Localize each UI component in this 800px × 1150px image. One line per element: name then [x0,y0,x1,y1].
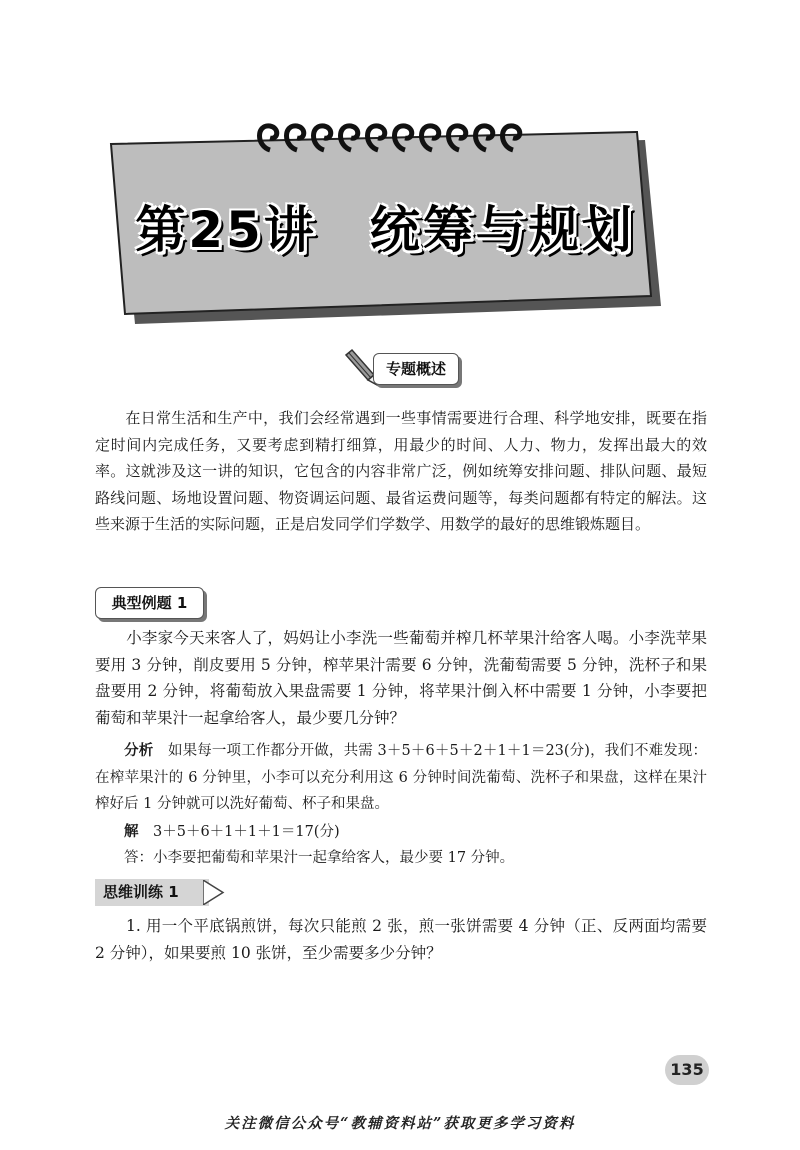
arrow-icon [203,880,225,905]
footer-note: 关注微信公众号“教辅资料站”获取更多学习资料 [224,1115,576,1132]
training-heading [95,879,225,906]
page-number: 135 [665,1055,709,1085]
chapter-banner [105,110,665,330]
solution-label: 解 [124,824,139,840]
example-label: 典型例题 1 [95,587,204,619]
example-solution: 解 3＋5＋6＋1＋1＋1＝17(分) [124,824,340,840]
analysis-label: 分析 [124,743,154,759]
example-answer: 答：小李要把葡萄和苹果汁一起拿给客人，最少要 17 分钟。 [124,850,515,866]
overview-heading [340,345,465,390]
overview-label: 专题概述 [385,360,446,378]
training-label: 思维训练 1 [103,883,179,901]
example-problem: 小李家今天来客人了，妈妈让小李洗一些葡萄并榨几杯苹果汁给客人喝。小李洗苹果要用 3 分钟，削皮要用 5 分钟，榨苹果汁需要 6 分钟，洗葡萄需要 5 分钟，洗杯子和果盘要用 2 分钟，将葡萄放入果盘需要 1 分钟，将苹果汁倒入杯中需要 1 分钟，小李要把葡萄和苹果汁一起拿给客人，最少要几分钟？ [95,629,707,727]
example-analysis: 分析 如果每一项工作都分开做，共需 3＋5＋6＋5＋2＋1＋1＝23(分)，我们不难发现：在榨苹果汁的 6 分钟里，小李可以充分利用这 6 分钟时间洗葡萄、洗杯子和果盘，这样在果汁榨好后 1 分钟就可以洗好葡萄、杯子和果盘。 [95,743,707,812]
overview-label-box [373,353,459,385]
training-exercise: 1. 用一个平底锅煎饼，每次只能煎 2 张，煎一张饼需要 4 分钟（正、反两面均需要 2 分钟），如果要煎 10 张饼，至少需要多少分钟？ [95,917,707,962]
overview-text: 在日常生活和生产中，我们会经常遇到一些事情需要进行合理、科学地安排，既要在指定时间内完成任务，又要考虑到精打细算，用最少的时间、人力、物力，发挥出最大的效率。这就涉及这一讲的知识，它包含的内容非常广泛，例如统筹安排问题、排队问题、最短路线问题、场地设置问题、物资调运问题、最省运费问题等，每类问题都有特定的解法。这些来源于生活的实际问题，正是启发同学们学数学、用数学的最好的思维锻炼题目。 [95,409,707,533]
chapter-title: 第25讲 统筹与规划 [135,201,635,259]
